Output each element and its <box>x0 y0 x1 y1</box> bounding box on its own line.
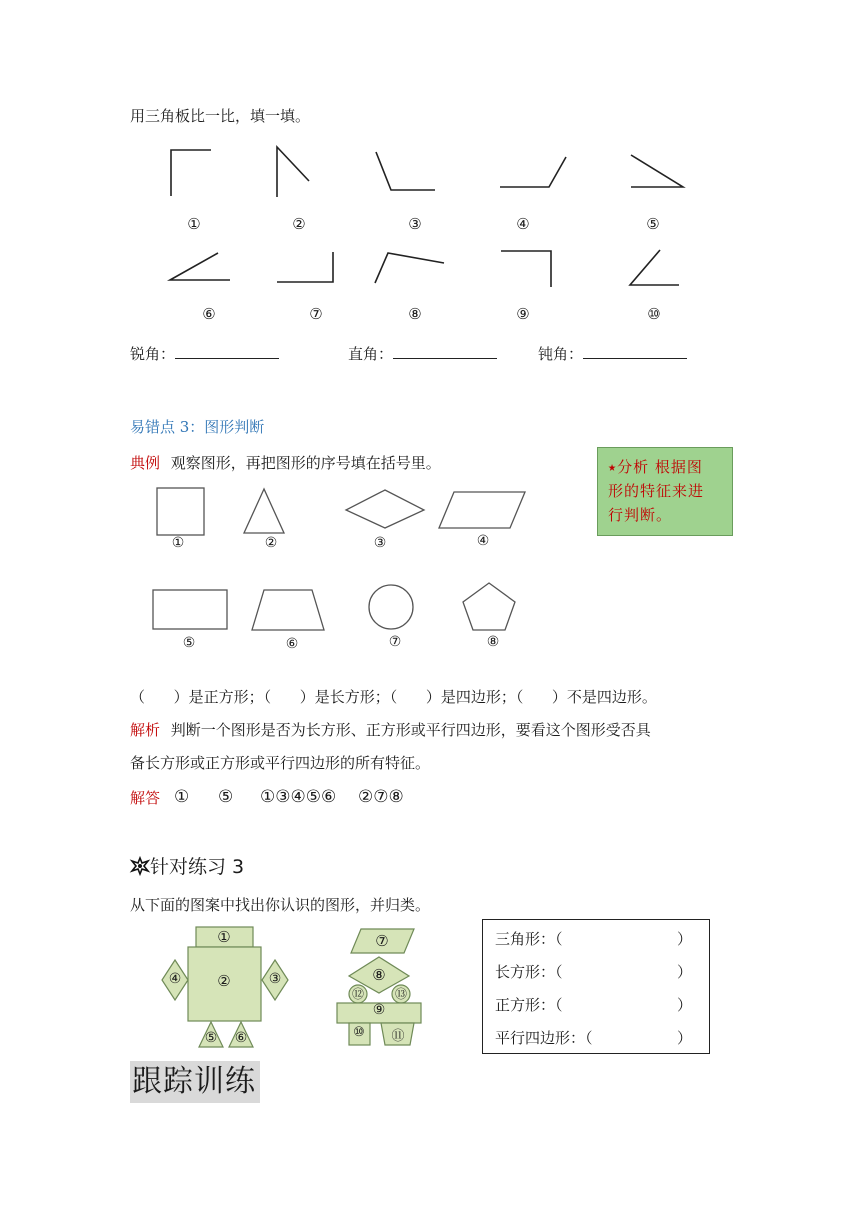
category-triangle-close: ） <box>677 930 693 948</box>
shape-label-7: ⑦ <box>388 634 402 650</box>
figure2-label-10: ⑩ <box>353 1025 365 1040</box>
angle-label-9: ⑨ <box>516 305 530 323</box>
practice-title: 针对练习 3 <box>150 856 245 878</box>
angle-7-figure <box>277 252 333 282</box>
shape-label-6: ⑥ <box>285 636 299 652</box>
shape-label-5: ⑤ <box>182 635 196 651</box>
angle-8-figure <box>375 253 444 283</box>
figure2-label-11: ⑪ <box>391 1029 405 1044</box>
robot-label-4: ④ <box>168 971 182 987</box>
angle-10-figure <box>630 250 679 285</box>
figure2-label-13: ⑬ <box>394 987 407 1001</box>
category-rectangle: 长方形：（ <box>495 963 563 981</box>
obtuse-answer-blank[interactable] <box>583 344 687 359</box>
shape-label-3: ③ <box>373 535 387 551</box>
robot-label-2: ② <box>217 972 231 990</box>
shape-4-parallelogram <box>439 492 525 528</box>
answer-4: ②⑦⑧ <box>358 787 404 807</box>
category-parallelogram-close: ） <box>677 1029 693 1047</box>
figure2-label-8: ⑧ <box>372 966 386 984</box>
shape-5-rectangle <box>153 590 227 629</box>
angle-4-figure <box>500 157 566 187</box>
angle-figures <box>0 0 860 400</box>
right-answer-blank[interactable] <box>393 344 497 359</box>
acute-answer-blank[interactable] <box>175 344 279 359</box>
angle-label-2: ② <box>292 215 306 233</box>
acute-label: 锐角： <box>130 345 176 363</box>
analysis-line-1: ⭑分析 根据图 <box>608 458 703 476</box>
shape-figures <box>0 480 860 660</box>
acute-blank-row <box>130 343 279 364</box>
shape-label-2: ② <box>264 535 278 551</box>
angle-1-figure <box>171 150 211 196</box>
category-parallelogram: 平行四边形：（ <box>495 1029 593 1047</box>
question-line: （ ）是正方形；（ ）是长方形；（ ）是四边形；（ ）不是四边形。 <box>130 688 657 706</box>
right-blank-row <box>348 343 497 364</box>
answer-line <box>130 787 404 808</box>
answer-tag: 解答 <box>130 789 161 807</box>
angle-9-figure <box>501 251 551 287</box>
shape-8-pentagon <box>463 583 515 630</box>
shape-label-4: ④ <box>476 533 490 549</box>
section-title: 跟踪训练 <box>130 1061 260 1103</box>
robot-label-1: ① <box>217 928 231 946</box>
angle-label-6: ⑥ <box>202 305 216 323</box>
explanation-text-1: 判断一个图形是否为长方形、正方形或平行四边形，要看这个图形受否具 <box>170 721 651 739</box>
shape-7-circle <box>369 585 413 629</box>
obtuse-label: 钝角： <box>538 345 584 363</box>
obtuse-blank-row <box>538 343 687 364</box>
explanation-line-2: 备长方形或正方形或平行四边形的所有特征。 <box>130 754 431 772</box>
category-rectangle-close: ） <box>677 963 693 981</box>
angle-2-figure <box>277 147 309 197</box>
angle-label-8: ⑧ <box>408 305 422 323</box>
analysis-line-2: 形的特征来进 <box>608 482 705 500</box>
figure2-label-7: ⑦ <box>375 932 389 950</box>
figure2-label-12: ⑫ <box>351 987 364 1001</box>
practice-heading <box>130 852 244 879</box>
practice-instruction: 从下面的图案中找出你认识的图形，并归类。 <box>130 896 431 914</box>
example-text: 观察图形，再把图形的序号填在括号里。 <box>170 454 441 472</box>
angle-label-10: ⑩ <box>647 305 661 323</box>
angle-6-figure <box>170 253 230 280</box>
analysis-line-3: 行判断。 <box>608 506 673 524</box>
right-label: 直角： <box>348 345 394 363</box>
angle-label-1: ① <box>187 215 201 233</box>
error-point-heading: 易错点 3：图形判断 <box>130 418 265 436</box>
robot-label-5: ⑤ <box>204 1030 218 1046</box>
figure2-label-9: ⑨ <box>372 1002 386 1018</box>
shape-2-triangle <box>244 489 284 533</box>
answer-2: ⑤ <box>218 787 234 807</box>
angle-label-5: ⑤ <box>646 215 660 233</box>
shape-1-square <box>157 488 204 535</box>
angle-label-4: ④ <box>516 215 530 233</box>
angle-5-figure <box>631 155 683 187</box>
shape-label-8: ⑧ <box>486 634 500 650</box>
shape-6-trapezoid <box>252 590 324 630</box>
shape-label-1: ① <box>171 535 185 551</box>
category-triangle: 三角形：（ <box>495 930 563 948</box>
answer-1: ① <box>174 787 190 807</box>
instruction-compare-angles: 用三角板比一比，填一填。 <box>130 107 311 125</box>
explanation-tag: 解析 <box>130 721 161 739</box>
example-tag: 典例 <box>130 454 161 472</box>
answer-3: ①③④⑤⑥ <box>260 787 337 807</box>
explanation-line-1 <box>130 719 651 740</box>
star-burst-icon <box>130 857 150 875</box>
category-square-close: ） <box>677 996 693 1014</box>
category-square: 正方形：（ <box>495 996 563 1014</box>
robot-label-6: ⑥ <box>234 1030 248 1046</box>
robot-label-3: ③ <box>268 971 282 987</box>
example-line <box>130 452 441 473</box>
angle-3-figure <box>376 152 435 190</box>
angle-label-7: ⑦ <box>309 305 323 323</box>
angle-label-3: ③ <box>408 215 422 233</box>
shape-3-rhombus <box>346 490 424 528</box>
category-answer-box <box>482 919 710 1054</box>
